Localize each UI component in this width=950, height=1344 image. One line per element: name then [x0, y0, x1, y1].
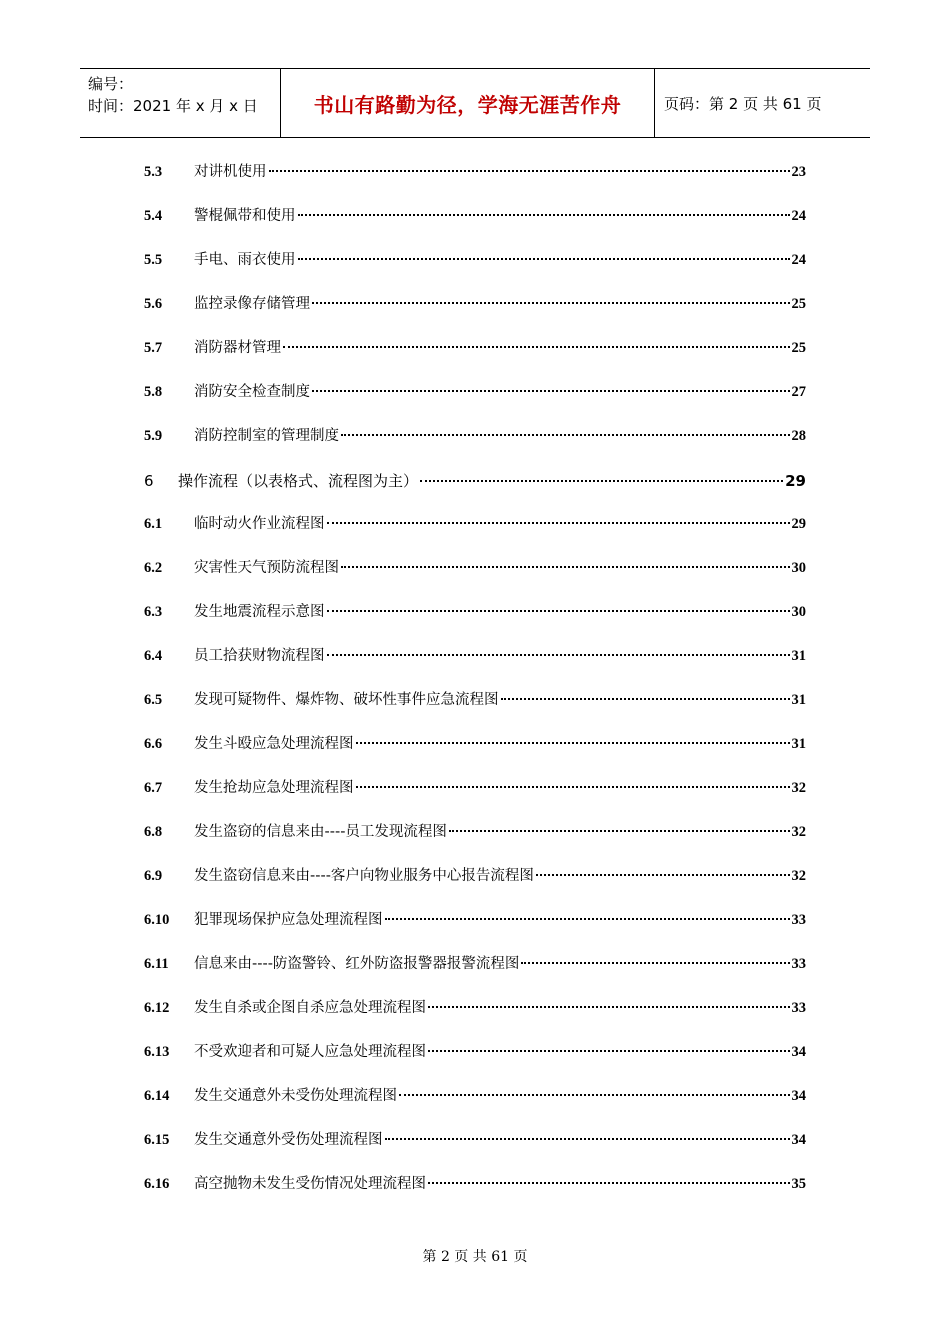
toc-entry-title: 高空抛物未发生受伤情况处理流程图 — [194, 1176, 426, 1192]
toc-entry-title: 发生盗窃信息来由----客户向物业服务中心报告流程图 — [194, 868, 534, 884]
toc-dot-leader — [501, 698, 790, 700]
toc-entry[interactable] — [144, 908, 806, 930]
toc-entry-page: 25 — [791, 296, 806, 312]
toc-entry-number: 5.9 — [144, 428, 163, 444]
toc-entry-title: 发生地震流程示意图 — [194, 604, 325, 620]
toc-entry-page: 24 — [791, 208, 806, 224]
header-motto-cell — [281, 69, 655, 137]
toc-dot-leader — [327, 610, 790, 612]
toc-entry-number: 6.16 — [144, 1176, 170, 1192]
toc-dot-leader — [356, 742, 790, 744]
toc-dot-leader — [327, 654, 790, 656]
toc-dot-leader — [420, 480, 783, 482]
toc-entry-title: 临时动火作业流程图 — [194, 516, 325, 532]
date-label: 时间：2021 年 x 月 x 日 — [88, 97, 258, 115]
toc-entry-page: 35 — [791, 1176, 806, 1192]
toc-entry-number: 5.5 — [144, 252, 163, 268]
toc-entry[interactable] — [144, 336, 806, 358]
toc-entry-number: 6.5 — [144, 692, 163, 708]
toc-entry-page: 32 — [791, 824, 806, 840]
toc-entry-title: 发生斗殴应急处理流程图 — [194, 736, 354, 752]
page-info-text: 页码：第 2 页 共 61 页 — [664, 94, 822, 113]
toc-entry-title: 发生自杀或企图自杀应急处理流程图 — [194, 1000, 426, 1016]
toc-dot-leader — [341, 434, 790, 436]
toc-entry-page: 30 — [791, 560, 806, 576]
header-page-info — [655, 69, 870, 137]
toc-dot-leader — [428, 1050, 790, 1052]
toc-dot-leader — [298, 258, 790, 260]
page-header — [80, 68, 870, 138]
toc-entry[interactable] — [144, 292, 806, 314]
toc-entry-page: 31 — [791, 692, 806, 708]
toc-dot-leader — [269, 170, 790, 172]
toc-entry-page: 30 — [791, 604, 806, 620]
toc-entry[interactable] — [144, 556, 806, 578]
toc-entry[interactable] — [144, 600, 806, 622]
toc-dot-leader — [298, 214, 790, 216]
toc-entry-title: 消防安全检查制度 — [194, 384, 310, 400]
toc-entry-number: 5.6 — [144, 296, 163, 312]
motto-text: 书山有路勤为径，学海无涯苦作舟 — [313, 92, 622, 117]
toc-entry[interactable] — [144, 1084, 806, 1106]
toc-entry-number: 5.8 — [144, 384, 163, 400]
toc-entry-title: 消防器材管理 — [194, 340, 281, 356]
toc-entry-page: 34 — [791, 1088, 806, 1104]
toc-entry-number: 6.9 — [144, 868, 163, 884]
toc-entry-number: 5.7 — [144, 340, 163, 356]
toc-entry-number: 6.7 — [144, 780, 163, 796]
toc-entry-number: 6.4 — [144, 648, 163, 664]
footer-page-number: 第 2 页 共 61 页 — [422, 1249, 528, 1265]
toc-entry[interactable] — [144, 644, 806, 666]
toc-entry-number: 6.15 — [144, 1132, 170, 1148]
toc-entry-number: 6.3 — [144, 604, 163, 620]
toc-dot-leader — [385, 1138, 790, 1140]
toc-entry-title: 犯罪现场保护应急处理流程图 — [194, 912, 383, 928]
toc-dot-leader — [536, 874, 790, 876]
toc-entry-title: 手电、雨衣使用 — [194, 252, 296, 268]
toc-entry-title: 对讲机使用 — [194, 164, 267, 180]
toc-entry[interactable] — [144, 952, 806, 974]
toc-entry-title: 不受欢迎者和可疑人应急处理流程图 — [194, 1044, 426, 1060]
toc-entry-number: 6.6 — [144, 736, 163, 752]
toc-entry-number: 5.3 — [144, 164, 163, 180]
toc-entry-page: 32 — [791, 780, 806, 796]
toc-entry-page: 28 — [791, 428, 806, 444]
toc-entry-page: 31 — [791, 736, 806, 752]
toc-entry-title: 发生交通意外未受伤处理流程图 — [194, 1088, 397, 1104]
toc-entry[interactable] — [144, 1172, 806, 1194]
toc-entry-number: 6.8 — [144, 824, 163, 840]
toc-entry[interactable] — [144, 248, 806, 270]
toc-entry[interactable] — [144, 996, 806, 1018]
toc-entry[interactable] — [144, 470, 806, 492]
toc-entry[interactable] — [144, 160, 806, 182]
toc-entry-page: 29 — [785, 472, 806, 490]
toc-entry-number: 6.14 — [144, 1088, 170, 1104]
toc-dot-leader — [283, 346, 790, 348]
toc-entry-title: 信息来由----防盗警铃、红外防盗报警器报警流程图 — [194, 956, 520, 972]
toc-entry-page: 23 — [791, 164, 806, 180]
toc-entry-title: 发生盗窃的信息来由----员工发现流程图 — [194, 824, 447, 840]
toc-entry-title: 发生抢劫应急处理流程图 — [194, 780, 354, 796]
toc-entry-page: 29 — [791, 516, 806, 532]
toc-entry-page: 33 — [791, 956, 806, 972]
toc-dot-leader — [312, 390, 790, 392]
toc-entry-title: 员工拾获财物流程图 — [194, 648, 325, 664]
toc-dot-leader — [399, 1094, 790, 1096]
toc-dot-leader — [312, 302, 790, 304]
toc-entry[interactable] — [144, 776, 806, 798]
header-meta — [80, 69, 281, 137]
toc-entry-title: 操作流程（以表格式、流程图为主） — [178, 472, 419, 490]
toc-dot-leader — [341, 566, 790, 568]
toc-entry-page: 33 — [791, 912, 806, 928]
toc-entry-title: 灾害性天气预防流程图 — [194, 560, 339, 576]
toc-entry[interactable] — [144, 864, 806, 886]
toc-dot-leader — [521, 962, 789, 964]
toc-entry[interactable] — [144, 688, 806, 710]
toc-entry-number: 6.2 — [144, 560, 163, 576]
toc-entry-title: 监控录像存储管理 — [194, 296, 310, 312]
toc-entry-title: 发现可疑物件、爆炸物、破坏性事件应急流程图 — [194, 692, 499, 708]
toc-entry[interactable] — [144, 380, 806, 402]
toc-dot-leader — [385, 918, 790, 920]
toc-entry-page: 33 — [791, 1000, 806, 1016]
toc-entry-page: 34 — [791, 1132, 806, 1148]
toc-entry-page: 24 — [791, 252, 806, 268]
toc-entry-number: 6.12 — [144, 1000, 170, 1016]
toc-entry-page: 31 — [791, 648, 806, 664]
toc-entry[interactable] — [144, 820, 806, 842]
toc-entry-number: 5.4 — [144, 208, 163, 224]
toc-entry-page: 25 — [791, 340, 806, 356]
toc-entry-page: 34 — [791, 1044, 806, 1060]
toc-dot-leader — [356, 786, 790, 788]
toc-entry[interactable] — [144, 1040, 806, 1062]
toc-entry[interactable] — [144, 732, 806, 754]
toc-entry-page: 32 — [791, 868, 806, 884]
toc-entry-number: 6.10 — [144, 912, 170, 928]
toc-entry-title: 警棍佩带和使用 — [194, 208, 296, 224]
toc-entry[interactable] — [144, 424, 806, 446]
toc-entry[interactable] — [144, 512, 806, 534]
serial-label: 编号： — [88, 75, 134, 93]
toc-entry-title: 发生交通意外受伤处理流程图 — [194, 1132, 383, 1148]
toc-entry-number: 6 — [144, 472, 154, 490]
toc-entry-number: 6.1 — [144, 516, 163, 532]
toc-dot-leader — [327, 522, 790, 524]
toc-entry-number: 6.13 — [144, 1044, 170, 1060]
toc-entry-number: 6.11 — [144, 956, 169, 972]
toc-dot-leader — [428, 1182, 790, 1184]
toc-dot-leader — [449, 830, 790, 832]
toc-entry-page: 27 — [791, 384, 806, 400]
page-footer — [0, 1246, 950, 1266]
toc-entry[interactable] — [144, 204, 806, 226]
toc-dot-leader — [428, 1006, 790, 1008]
toc-entry-title: 消防控制室的管理制度 — [194, 428, 339, 444]
toc-entry[interactable] — [144, 1128, 806, 1150]
